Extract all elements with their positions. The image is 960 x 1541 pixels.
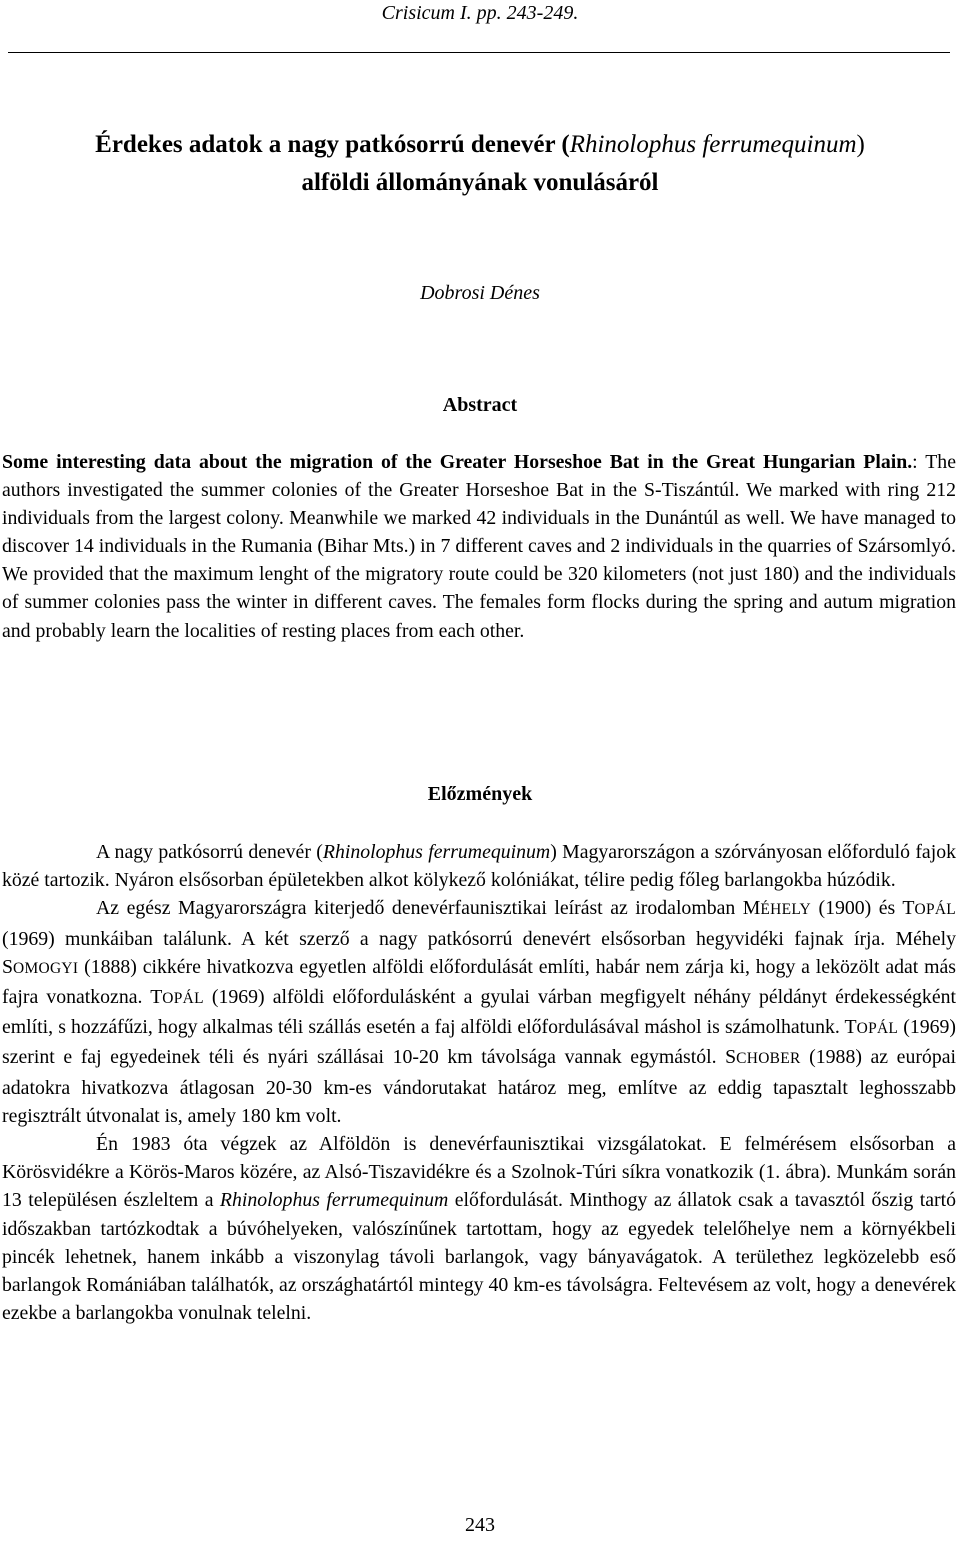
p2-text-4: (1888) cikkére hivatkozva egyetlen alföldi előfordulását említi, habár nem zárja ki, hogy a leközölt adat más fajra vonatkozna. T — [2, 955, 956, 1009]
p2-author-schober: CHOBER — [736, 1050, 801, 1068]
page-number: 243 — [465, 1514, 495, 1536]
title-species: Rhinolophus ferrumequinum — [569, 131, 857, 158]
article-title — [0, 126, 960, 202]
p2-author-topal-1: OPÁL — [914, 901, 957, 919]
section-heading: Előzmények — [427, 783, 533, 805]
p3-text-a: Én 1983 óta végzek az Alföldön is denevérfaunisztikai vizsgálatokat. E felmérésem elsősorban a Körösvidékre a Körös-Maros közére, az Alsó-Tiszavidékre és a Szolnok-Túri síkra vonatkozik (1. ábra). Munkám során 13 településen észleltem a — [2, 1133, 956, 1212]
section-body — [2, 838, 956, 1327]
p3-species: Rhinolophus ferrumequinum — [219, 1189, 449, 1212]
p1-species: Rhinolophus ferrumequinum — [322, 841, 551, 863]
paragraph-2 — [2, 894, 956, 1130]
title-line-1 — [0, 126, 960, 164]
abstract-body — [2, 448, 956, 645]
abstract-heading: Abstract — [442, 394, 518, 416]
title-line-2: alföldi állományának vonulásáról — [301, 169, 659, 196]
header-rule — [8, 52, 950, 53]
p2-text-6: (1969) szerint e faj egyedeinek téli és nyári szállásai 10-20 km távolsága vannak egymástól. S — [2, 1016, 957, 1069]
p2-author-somogyi: OMOGYI — [13, 959, 79, 977]
p2-text-3: (1969) munkáiban találunk. A két szerző a nagy patkósorrú denevért elsősorban hegyvidéki fajnak írja. Méhely S — [2, 927, 956, 978]
p2-text-2: (1900) és T — [810, 897, 915, 920]
author-name: Dobrosi Dénes — [420, 282, 540, 304]
p2-text-5: (1969) alföldi előfordulásként a gyulai várban megfigyelt néhány példányt érdekességként említi, s hozzáfűzi, hogy alkalmas téli szállás esetén a faj alföldi előfordulásával máshol is számolhatunk. T — [2, 986, 956, 1039]
p2-author-topal-2: OPÁL — [162, 990, 204, 1008]
p1-text-b: ) Magyarországon a szórványosan előforduló fajok közé tartozik. Nyáron elsősorban épületekben alkot kölykező kolóniákat, télire pedig főleg barlangokba húzódik. — [2, 841, 956, 892]
paragraph-1 — [2, 838, 956, 894]
p2-text-1: Az egész Magyarországra kiterjedő denevérfaunisztikai leírást az irodalomban M — [96, 897, 761, 920]
p3-text-b: előfordulását. Minthogy az állatok csak a tavasztól őszig tartó időszakban tartózkodtak a búvóhelyeken, valószínűnek tartottam, hogy az egyedek telelőhelye nem a környékbeli pincék lehetnek, hanem inkább a viszonylag távoli barlangok, vagy bányavágatok. A területhez legközelebb eső barlangok Romániában találhatók, az országhatártól mintegy 40 km-es távolságra. Feltevésem az volt, hogy a denevérek ezekbe a barlangokba vonulnak telelni. — [2, 1189, 956, 1325]
title-line-1-a: Érdekes adatok a nagy patkósorrú denevér ( — [95, 131, 570, 158]
abstract-lead: Some interesting data about the migration of the Greater Horseshoe Bat in the Great Hungarian Plain. — [2, 451, 913, 473]
journal-citation: Crisicum I. pp. 243-249. — [381, 2, 579, 24]
paragraph-3 — [2, 1130, 956, 1327]
p2-author-mehely: ÉHELY — [760, 901, 811, 919]
p2-text-7: (1988) az európai adatokra hivatkozva átlagosan 20-30 km-es vándorutakat határoz meg, említve az eddig tapasztalt leghosszabb regisztrált útvonalat is, amely 180 km volt. — [2, 1046, 956, 1127]
p2-author-topal-3: OPÁL — [856, 1020, 899, 1038]
abstract-text: : The authors investigated the summer colonies of the Greater Horseshoe Bat in the S-Tiszántúl. We marked with ring 212 individuals from the largest colony. Meanwhile we marked 42 individuals in the Dunántúl as well. We have managed to discover 14 individuals in the Rumania (Bihar Mts.) in 7 different caves and 2 individuals in the quarries of Szársomlyó. We provided that the maximum lenght of the migratory route could be 320 kilometers (not just 180) and the individuals of summer colonies pass the winter in different caves. The females form flocks during the spring and autum migration and probably learn the localities of resting places from each other. — [2, 451, 956, 642]
title-line-1-b: ) — [856, 131, 865, 158]
p1-text-a: A nagy patkósorrú denevér ( — [96, 841, 323, 863]
